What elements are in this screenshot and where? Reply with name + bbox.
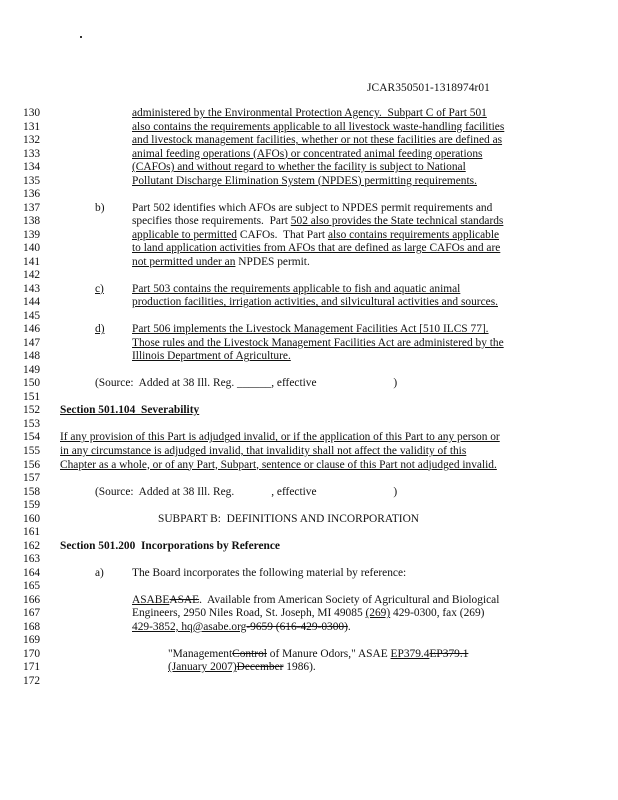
line-text-segment: to land application activities from AFOs that are defined as large CAFOs and are bbox=[132, 242, 501, 255]
line-number: 130 bbox=[23, 107, 41, 119]
line-text-segment: Chapter as a whole, or of any Part, Subpart, sentence or clause of this Part not adjudged invalid. bbox=[60, 458, 497, 471]
line-text-segment: December bbox=[236, 661, 284, 674]
line-number: 135 bbox=[23, 174, 41, 187]
line-number: 164 bbox=[23, 566, 41, 579]
line-number: 161 bbox=[23, 526, 41, 539]
line-text-segment: -9659 (616-429-0300) bbox=[246, 620, 348, 633]
line-number: 132 bbox=[23, 134, 41, 147]
line-number: 169 bbox=[23, 634, 41, 647]
line-text-segment: Control bbox=[232, 647, 267, 660]
line-number: 158 bbox=[23, 485, 41, 498]
line-number: 145 bbox=[23, 309, 41, 322]
line-number: 155 bbox=[23, 445, 41, 457]
line-text-segment: CAFOs. That Part bbox=[237, 228, 328, 241]
line-text-segment: and livestock management facilities, whether or not these facilities are defined as bbox=[132, 134, 503, 147]
line-text-segment: also contains requirements applicable bbox=[327, 228, 500, 241]
line-text-segment: 502 also provides the State technical standards bbox=[290, 215, 504, 228]
line-number: 157 bbox=[23, 472, 41, 485]
line-number: 152 bbox=[23, 404, 41, 417]
line-number: 147 bbox=[23, 336, 41, 349]
line-text-segment: (Source: Added at 38 Ill. Reg. ______, effective ) bbox=[95, 377, 398, 390]
line-text-segment: c) bbox=[95, 282, 104, 295]
line-text-segment: Those rules and the Livestock Management Facilities Act are administered by the bbox=[132, 336, 504, 349]
line-text-segment: administered by the Environmental Protection Agency. Subpart C of Part 501 bbox=[132, 107, 487, 119]
line-number: 154 bbox=[23, 431, 41, 444]
line-text-segment: animal feeding operations (AFOs) or concentrated animal feeding operations bbox=[132, 147, 483, 160]
line-text-segment: . Available from American Society of Agricultural and Biological bbox=[199, 593, 500, 606]
line-text-segment: SUBPART B: DEFINITIONS AND INCORPORATION bbox=[158, 512, 420, 525]
line-number: 140 bbox=[23, 242, 41, 255]
line-number: 151 bbox=[23, 390, 41, 403]
line-number: 170 bbox=[23, 647, 41, 660]
line-text-segment: of Manure Odors," ASAE bbox=[266, 647, 391, 660]
line-text-segment: ASABE bbox=[132, 593, 170, 606]
line-text-segment: b) bbox=[95, 201, 105, 214]
line-number: 168 bbox=[23, 620, 41, 633]
line-text-segment: "Management bbox=[168, 647, 233, 660]
document-id-header: JCAR350501-1318974r01 bbox=[367, 82, 490, 94]
line-number: 136 bbox=[23, 188, 41, 201]
line-number: 162 bbox=[23, 539, 41, 552]
line-text-segment: . bbox=[347, 620, 351, 633]
line-text-segment: NPDES permit. bbox=[235, 255, 310, 268]
line-text-segment: Section 501.200 Incorporations by Reference bbox=[60, 539, 280, 552]
line-text-segment: Part 506 implements the Livestock Management Facilities Act [510 ILCS 77]. bbox=[132, 323, 489, 336]
line-number: 153 bbox=[23, 417, 41, 430]
line-text-segment: applicable to permitted bbox=[132, 228, 238, 241]
line-text-segment: 1986). bbox=[283, 661, 316, 674]
line-text-segment: The Board incorporates the following material by reference: bbox=[132, 566, 407, 579]
line-number: 141 bbox=[23, 255, 41, 268]
line-number: 167 bbox=[23, 607, 41, 620]
line-number: 148 bbox=[23, 350, 41, 363]
line-number: 165 bbox=[23, 580, 41, 593]
line-number: 137 bbox=[23, 201, 41, 214]
line-number: 142 bbox=[23, 269, 41, 282]
line-number: 172 bbox=[23, 674, 41, 687]
line-number: 138 bbox=[23, 215, 41, 228]
line-text-segment: Section 501.104 Severability bbox=[60, 404, 200, 417]
line-number: 146 bbox=[23, 323, 41, 336]
line-text-segment: a) bbox=[95, 566, 104, 579]
line-text-segment: (269) bbox=[365, 607, 391, 620]
line-number: 160 bbox=[23, 512, 41, 525]
line-number: 156 bbox=[23, 458, 41, 471]
line-number: 159 bbox=[23, 499, 41, 512]
line-number: 163 bbox=[23, 553, 41, 566]
line-number: 143 bbox=[23, 282, 41, 295]
line-text-segment: Pollutant Discharge Elimination System (NPDES) permitting requirements. bbox=[132, 174, 477, 187]
line-text-segment: 429-3852, hq@asabe.org bbox=[132, 620, 247, 633]
line-text-segment: ASAE bbox=[169, 593, 200, 606]
line-text-segment: EP379.1 bbox=[429, 647, 469, 660]
line-text-segment: d) bbox=[95, 323, 105, 336]
line-text-segment: Engineers, 2950 Niles Road, St. Joseph, MI 49085 bbox=[132, 607, 366, 620]
line-number: 133 bbox=[23, 147, 41, 160]
line-text-segment: Part 503 contains the requirements applicable to fish and aquatic animal bbox=[132, 282, 461, 295]
line-text-segment: 429-0300, fax (269) bbox=[390, 607, 485, 620]
line-number: 139 bbox=[23, 228, 41, 241]
line-text-segment: Part 502 identifies which AFOs are subject to NPDES permit requirements and bbox=[132, 201, 493, 214]
line-number: 131 bbox=[23, 120, 41, 133]
line-text-segment: not permitted under an bbox=[132, 255, 236, 268]
line-text-segment: (CAFOs) and without regard to whether the facility is subject to National bbox=[132, 161, 466, 174]
line-text-segment: also contains the requirements applicable to all livestock waste-handling facilities bbox=[132, 120, 505, 133]
line-number: 144 bbox=[23, 296, 41, 309]
line-number: 171 bbox=[23, 661, 41, 674]
line-text-segment: (January 2007) bbox=[168, 661, 237, 674]
line-number: 134 bbox=[23, 161, 41, 174]
scan-speck bbox=[80, 36, 82, 38]
line-text-segment: production facilities, irrigation activities, and silvicultural activities and sources. bbox=[132, 296, 498, 309]
line-text-segment: specifies those requirements. Part bbox=[132, 215, 291, 228]
line-number: 166 bbox=[23, 593, 41, 606]
line-number: 150 bbox=[23, 377, 41, 390]
line-text-segment: (Source: Added at 38 Ill. Reg. , effective ) bbox=[95, 485, 398, 498]
line-text-segment: Illinois Department of Agriculture. bbox=[132, 350, 291, 363]
line-number: 149 bbox=[23, 363, 41, 376]
line-text-segment: in any circumstance is adjudged invalid, that invalidity shall not affect the validity of this bbox=[60, 445, 467, 457]
line-text-segment: EP379.4 bbox=[390, 647, 430, 660]
line-text-segment: If any provision of this Part is adjudged invalid, or if the application of this Part to any person or bbox=[60, 431, 500, 444]
